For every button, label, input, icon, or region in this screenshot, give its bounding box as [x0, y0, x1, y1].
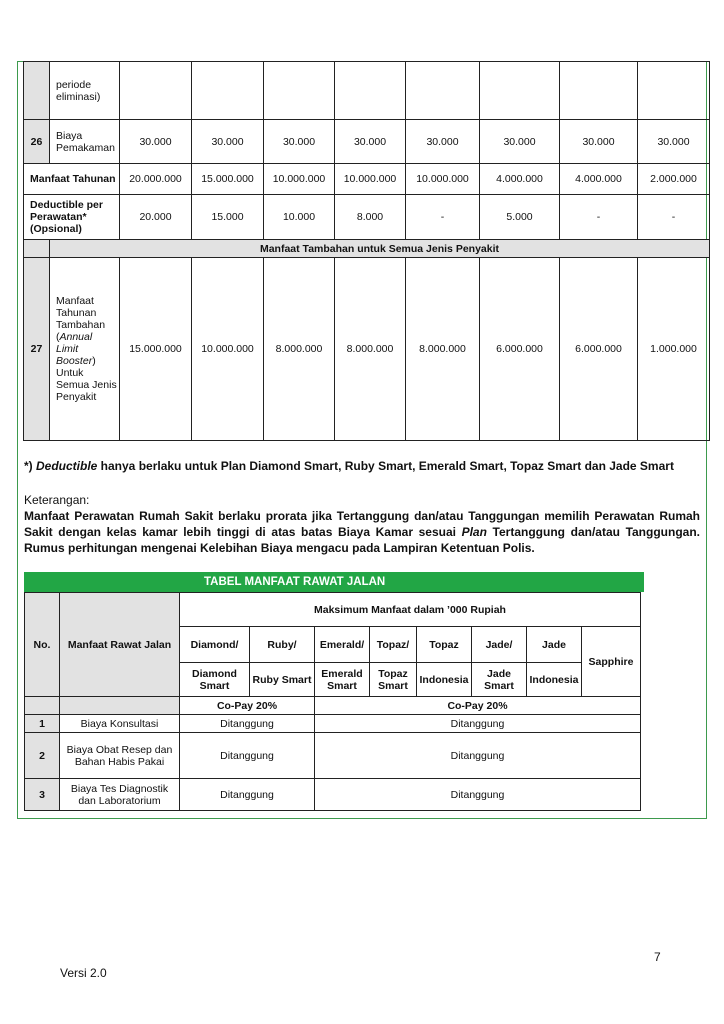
plan-subheader: Topaz Smart — [370, 663, 417, 697]
row-label: Biaya Konsultasi — [60, 715, 180, 733]
outpatient-table — [24, 592, 641, 811]
row-label: Manfaat Tahunan — [24, 164, 120, 195]
row-label: Biaya Obat Resep dan Bahan Habis Pakai — [60, 733, 180, 779]
cell: 4.000.000 — [480, 164, 560, 195]
row-number: 27 — [24, 258, 50, 441]
cell: 30.000 — [335, 120, 406, 164]
cell: 8.000.000 — [335, 258, 406, 441]
cell: 8.000.000 — [406, 258, 480, 441]
cell: 20.000.000 — [120, 164, 192, 195]
cell: 10.000.000 — [335, 164, 406, 195]
keterangan-title: Keterangan: — [24, 493, 90, 507]
plan-header: Ruby/ — [250, 627, 315, 663]
row-label: Biaya Tes Diagnostik dan Laboratorium — [60, 779, 180, 811]
row-label: Biaya Pemakaman — [50, 120, 120, 164]
cell: 15.000 — [192, 195, 264, 240]
plan-subheader: Indonesia — [527, 663, 582, 697]
plan-header: Topaz/ — [370, 627, 417, 663]
copay-label: Co-Pay 20% — [315, 697, 641, 715]
cell: 30.000 — [638, 120, 710, 164]
table-row — [24, 258, 710, 441]
cell: 8.000 — [335, 195, 406, 240]
outpatient-table-banner: TABEL MANFAAT RAWAT JALAN — [24, 572, 644, 592]
cell: 10.000.000 — [264, 164, 335, 195]
cell: 5.000 — [480, 195, 560, 240]
cell: Ditanggung — [180, 715, 315, 733]
cell: 30.000 — [264, 120, 335, 164]
cell: - — [638, 195, 710, 240]
plan-header: Topaz — [417, 627, 472, 663]
cell: - — [560, 195, 638, 240]
table-row — [25, 779, 641, 811]
row-label: periode eliminasi) — [50, 62, 120, 120]
benefit-table-continued — [23, 61, 710, 441]
keterangan-text: Manfaat Perawatan Rumah Sakit berlaku prorata jika Tertanggung dan/atau Tanggungan memilih Perawatan Rumah Sakit dengan kelas kamar lebih tinggi di atas batas Biaya Kamar sesuai Plan Tertanggung dan/atau Tanggungan. Rumus perhitungan mengenai Kelebihan Biaya mengacu pada Lampiran Ketentuan Polis. — [24, 509, 700, 555]
plan-subheader: Diamond Smart — [180, 663, 250, 697]
table-row — [25, 733, 641, 779]
row-number: 26 — [24, 120, 50, 164]
version-label: Versi 2.0 — [60, 966, 107, 980]
cell: 10.000.000 — [192, 258, 264, 441]
cell: 30.000 — [560, 120, 638, 164]
table-row — [25, 715, 641, 733]
table-row — [24, 62, 710, 120]
cell: 30.000 — [406, 120, 480, 164]
table-row — [24, 195, 710, 240]
section-header-row — [24, 240, 710, 258]
col-manfaat-header: Manfaat Rawat Jalan — [60, 593, 180, 697]
footnote: *) Deductible hanya berlaku untuk Plan Diamond Smart, Ruby Smart, Emerald Smart, Topaz Smart dan Jade Smart — [24, 459, 674, 473]
cell: 20.000 — [120, 195, 192, 240]
plan-header: Emerald/ — [315, 627, 370, 663]
cell: 30.000 — [120, 120, 192, 164]
table-row — [25, 593, 641, 627]
plan-subheader: Emerald Smart — [315, 663, 370, 697]
cell: 6.000.000 — [480, 258, 560, 441]
cell: 8.000.000 — [264, 258, 335, 441]
cell: Ditanggung — [315, 715, 641, 733]
max-benefit-header: Maksimum Manfaat dalam ’000 Rupiah — [180, 593, 641, 627]
cell: - — [406, 195, 480, 240]
table-row — [24, 164, 710, 195]
cell: Ditanggung — [180, 733, 315, 779]
row-number: 1 — [25, 715, 60, 733]
plan-subheader: Jade Smart — [472, 663, 527, 697]
cell: 10.000.000 — [406, 164, 480, 195]
row-label: Deductible per Perawatan* (Opsional) — [24, 195, 120, 240]
table-row — [25, 697, 641, 715]
section-header: Manfaat Tambahan untuk Semua Jenis Penyakit — [50, 240, 710, 258]
cell: 6.000.000 — [560, 258, 638, 441]
plan-subheader: Ruby Smart — [250, 663, 315, 697]
row-number: 3 — [25, 779, 60, 811]
cell: 10.000 — [264, 195, 335, 240]
cell: 2.000.000 — [638, 164, 710, 195]
table-row — [24, 120, 710, 164]
plan-header: Jade/ — [472, 627, 527, 663]
plan-header: Diamond/ — [180, 627, 250, 663]
cell: 30.000 — [192, 120, 264, 164]
cell: 4.000.000 — [560, 164, 638, 195]
plan-subheader: Indonesia — [417, 663, 472, 697]
cell: Ditanggung — [315, 733, 641, 779]
cell: 15.000.000 — [192, 164, 264, 195]
cell: 30.000 — [480, 120, 560, 164]
plan-header: Jade — [527, 627, 582, 663]
cell: Ditanggung — [180, 779, 315, 811]
cell: 1.000.000 — [638, 258, 710, 441]
cell: Ditanggung — [315, 779, 641, 811]
cell: 15.000.000 — [120, 258, 192, 441]
copay-label: Co-Pay 20% — [180, 697, 315, 715]
page-number: 7 — [654, 950, 661, 964]
plan-header: Sapphire — [582, 627, 641, 697]
col-no-header: No. — [25, 593, 60, 697]
row-number: 2 — [25, 733, 60, 779]
row-label: Manfaat Tahunan Tambahan (Annual Limit Booster) Untuk Semua Jenis Penyakit — [50, 258, 120, 441]
